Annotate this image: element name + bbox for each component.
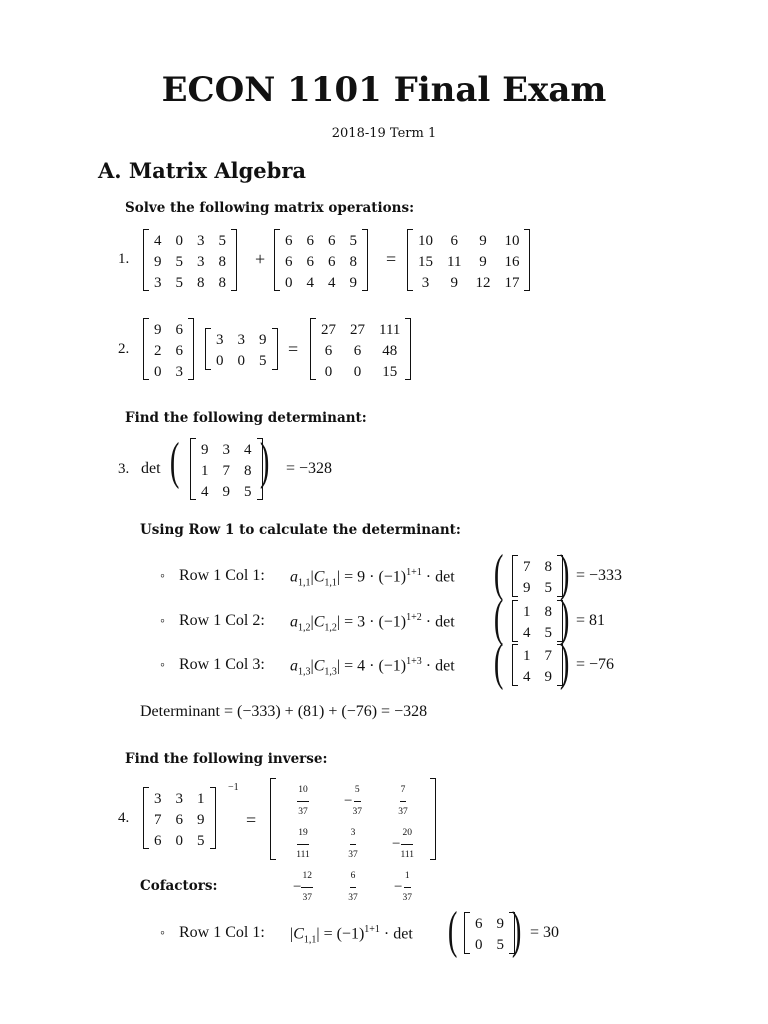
matrix-cell: 8 (218, 254, 226, 270)
fraction-sign: − (391, 836, 401, 852)
section-heading: A. Matrix Algebra (98, 158, 307, 183)
matrix-cell: 8 (244, 463, 252, 479)
problem-2-label: 2. (118, 341, 130, 357)
numerator: 6 (350, 866, 357, 888)
matrix-cell: 9 (496, 916, 504, 932)
matrix-cell: 7 (544, 648, 552, 664)
numerator: 1 (404, 866, 411, 888)
matrix-cell: 5 (197, 833, 205, 849)
denominator: 37 (302, 893, 312, 903)
cofactor-1-result: = 30 (530, 924, 560, 941)
denominator: 37 (352, 807, 362, 817)
fraction-cell (281, 823, 325, 866)
matrix-cell: 9 (197, 812, 205, 828)
problem-1-matrix-b (274, 229, 368, 291)
fraction-cell (381, 866, 425, 909)
matrix-cell: 9 (450, 275, 458, 291)
matrix-cell: 8 (197, 275, 205, 291)
fraction (400, 823, 414, 866)
problem-1-matrix-result (407, 229, 530, 291)
numerator: 10 (297, 780, 309, 802)
matrix-cell: 3 (154, 791, 162, 807)
matrix-cell: 1 (197, 791, 205, 807)
matrix-cell: 11 (447, 254, 462, 270)
matrix-cell: 0 (475, 937, 483, 953)
matrix-cell: 4 (523, 625, 531, 641)
matrix-cell: 5 (218, 233, 226, 249)
matrix-cell: 0 (175, 833, 183, 849)
instruction-row1: Using Row 1 to calculate the determinant: (140, 522, 461, 538)
matrix-cell: 5 (544, 580, 552, 596)
numerator: 12 (301, 866, 313, 888)
fraction-sign: − (293, 879, 302, 895)
matrix-cell: 9 (544, 669, 552, 685)
matrix-cell: 5 (349, 233, 357, 249)
denominator: 111 (400, 850, 414, 860)
equals-sign: = (288, 339, 299, 359)
problem-4-matrix (143, 787, 216, 849)
matrix-cell: 8 (544, 559, 552, 575)
matrix-cell: 5 (496, 937, 504, 953)
denominator: 37 (348, 850, 358, 860)
cofactor-label: Row 1 Col 1: (179, 924, 265, 941)
matrix-cell: 7 (523, 559, 531, 575)
matrix-cell: 9 (479, 233, 487, 249)
left-paren: ( (169, 433, 180, 490)
fraction-cell (331, 866, 375, 909)
problem-2-matrix-b (205, 328, 278, 370)
matrix-cell: 6 (328, 254, 336, 270)
problem-3-result: = −328 (286, 460, 333, 477)
expansion-3-result: = −76 (576, 656, 615, 673)
matrix-cell: 4 (328, 275, 336, 291)
matrix-cell: 15 (382, 364, 398, 380)
matrix-cell: 3 (154, 275, 162, 291)
matrix-cell: 6 (328, 233, 336, 249)
matrix-cell: 3 (175, 791, 183, 807)
fraction (402, 866, 412, 909)
fraction (348, 823, 358, 866)
matrix-cell: 3 (421, 275, 430, 291)
matrix-cell: 17 (504, 275, 520, 291)
matrix-cell: 8 (218, 275, 226, 291)
matrix-cell: 6 (306, 254, 314, 270)
fraction-cell (331, 823, 375, 866)
exam-title: ECON 1101 Final Exam (161, 70, 607, 110)
matrix-cell: 1 (523, 648, 531, 664)
matrix-cell: 0 (216, 353, 224, 369)
fraction-sign: − (344, 793, 353, 809)
matrix-cell: 4 (154, 233, 162, 249)
matrix-cell: 5 (259, 353, 267, 369)
matrix-cell: 8 (349, 254, 357, 270)
matrix-cell: 4 (306, 275, 314, 291)
matrix-cell: 5 (175, 275, 183, 291)
instruction-matrix-ops: Solve the following matrix operations: (125, 200, 415, 216)
fraction (352, 780, 362, 823)
matrix-cell: 9 (154, 254, 162, 270)
matrix-cell: 9 (479, 254, 487, 270)
fraction (301, 866, 313, 909)
right-bracket (231, 229, 237, 291)
matrix-cell: 7 (154, 812, 162, 828)
matrix-cell: 6 (175, 343, 183, 359)
left-paren: ( (447, 902, 458, 959)
fraction (348, 866, 358, 909)
matrix-cell: 6 (285, 233, 293, 249)
matrix-cell: 6 (306, 233, 314, 249)
matrix-cell: 0 (324, 364, 333, 380)
matrix-cell: 27 (321, 322, 336, 338)
expansion-formula: $a_{1,2}|C_{1,2}| = 3 \cdot (-1)^{1+2} \cdot \det$ (290, 612, 455, 634)
instruction-determinant: Find the following determinant: (125, 410, 367, 426)
right-paren: ) (559, 590, 570, 647)
problem-3-matrix (190, 438, 263, 500)
matrix-cell: 6 (353, 343, 362, 359)
matrix-cell: 10 (504, 233, 520, 249)
matrix-cell: 9 (222, 484, 230, 500)
matrix-cell: 0 (353, 364, 362, 380)
matrix-cell: 12 (475, 275, 491, 291)
problem-3-label: 3. (118, 461, 130, 477)
matrix-cell: 2 (154, 343, 162, 359)
right-paren: ) (511, 902, 522, 959)
matrix-cell: 9 (259, 332, 267, 348)
matrix-cell: 48 (382, 343, 398, 359)
fraction-cell (381, 780, 425, 823)
matrix-cell: 5 (244, 484, 252, 500)
matrix-cell: 0 (285, 275, 293, 291)
problem-1-label: 1. (118, 251, 130, 267)
matrix-cell: 16 (504, 254, 520, 270)
expansion-label: Row 1 Col 3: (179, 656, 265, 673)
matrix-cell: 3 (197, 254, 205, 270)
inverse-exponent: −1 (228, 782, 239, 793)
expansion-label: Row 1 Col 2: (179, 612, 265, 629)
expansion-formula: $a_{1,3}|C_{1,3}| = 4 \cdot (-1)^{1+3} \cdot \det$ (290, 656, 455, 678)
matrix-cell: 6 (450, 233, 458, 249)
matrix-cell: 4 (523, 669, 531, 685)
matrix-cell: 1 (523, 604, 531, 620)
matrix-cell: 6 (324, 343, 333, 359)
right-paren: ) (259, 433, 270, 490)
matrix-cell: 27 (350, 322, 365, 338)
bullet-icon: ◦ (160, 569, 165, 584)
fraction-cell (331, 780, 375, 823)
denominator: 37 (398, 807, 408, 817)
denominator: 111 (296, 850, 310, 860)
matrix-cell: 9 (523, 580, 531, 596)
expansion-1-result: = −333 (576, 567, 623, 584)
matrix-cell: 6 (175, 812, 183, 828)
denominator: 37 (298, 807, 308, 817)
right-bracket (524, 229, 530, 291)
instruction-cofactors: Cofactors: (140, 878, 218, 894)
right-bracket (272, 328, 278, 370)
fraction-cell (281, 780, 325, 823)
bullet-icon: ◦ (160, 658, 165, 673)
expansion-2-result: = 81 (576, 612, 606, 629)
right-paren: ) (559, 545, 570, 602)
matrix-cell: 1 (201, 463, 209, 479)
expansion-label: Row 1 Col 1: (179, 567, 265, 584)
matrix-cell: 111 (379, 322, 401, 338)
bullet-icon: ◦ (160, 614, 165, 629)
bullet-icon: ◦ (160, 926, 165, 941)
problem-1-matrix-a (143, 229, 237, 291)
numerator: 7 (400, 780, 407, 802)
matrix-cell: 6 (175, 322, 183, 338)
matrix-cell: 0 (175, 233, 183, 249)
matrix-cell: 0 (237, 353, 245, 369)
left-paren: ( (493, 590, 504, 647)
matrix-cell: 9 (201, 442, 209, 458)
matrix-cell: 3 (197, 233, 205, 249)
matrix-cell: 3 (237, 332, 245, 348)
matrix-cell: 15 (418, 254, 433, 270)
matrix-cell: 6 (154, 833, 162, 849)
left-paren: ( (493, 634, 504, 691)
right-bracket (188, 318, 194, 380)
equals-sign: = (246, 810, 257, 830)
expansion-formula: $a_{1,1}|C_{1,1}| = 9 \cdot (-1)^{1+1} \cdot \det$ (290, 567, 455, 589)
plus-sign: + (255, 249, 266, 269)
denominator: 37 (402, 893, 412, 903)
problem-4-inverse (270, 778, 436, 903)
matrix-cell: 0 (154, 364, 162, 380)
determinant-total: Determinant = (−333) + (81) + (−76) = −328 (140, 703, 428, 720)
matrix-cell: 5 (175, 254, 183, 270)
numerator: 3 (350, 823, 357, 845)
matrix-cell: 6 (475, 916, 483, 932)
numerator: 19 (297, 823, 309, 845)
matrix-cell: 4 (201, 484, 209, 500)
problem-2-matrix-a (143, 318, 194, 380)
matrix-cell: 3 (175, 364, 183, 380)
right-bracket (362, 229, 368, 291)
fraction-sign: − (394, 879, 403, 895)
problem-2-matrix-result (310, 318, 411, 380)
matrix-cell: 9 (349, 275, 357, 291)
fraction (297, 780, 309, 823)
numerator: 5 (354, 780, 361, 802)
matrix-cell: 3 (216, 332, 224, 348)
problem-4-label: 4. (118, 810, 130, 826)
matrix-cell: 5 (544, 625, 552, 641)
numerator: 20 (401, 823, 413, 845)
exam-term: 2018-19 Term 1 (331, 126, 437, 141)
cofactor-formula: $|C_{1,1}| = (-1)^{1+1} \cdot \det$ (290, 924, 413, 946)
matrix-cell: 10 (418, 233, 433, 249)
matrix-cell: 9 (154, 322, 162, 338)
instruction-inverse: Find the following inverse: (125, 751, 328, 767)
det-operator: det (141, 460, 161, 477)
matrix-cell: 8 (544, 604, 552, 620)
fraction-cell (281, 866, 325, 909)
denominator: 37 (348, 893, 358, 903)
matrix-cell: 6 (285, 254, 293, 270)
matrix-cell: 7 (222, 463, 230, 479)
equals-sign: = (386, 249, 397, 269)
right-paren: ) (559, 634, 570, 691)
fraction (296, 823, 310, 866)
right-bracket (430, 778, 436, 860)
matrix-cell: 3 (222, 442, 230, 458)
fraction-cell (381, 823, 425, 866)
right-bracket (405, 318, 411, 380)
left-paren: ( (493, 545, 504, 602)
matrix-cell: 4 (244, 442, 252, 458)
fraction (398, 780, 408, 823)
right-bracket (210, 787, 216, 849)
